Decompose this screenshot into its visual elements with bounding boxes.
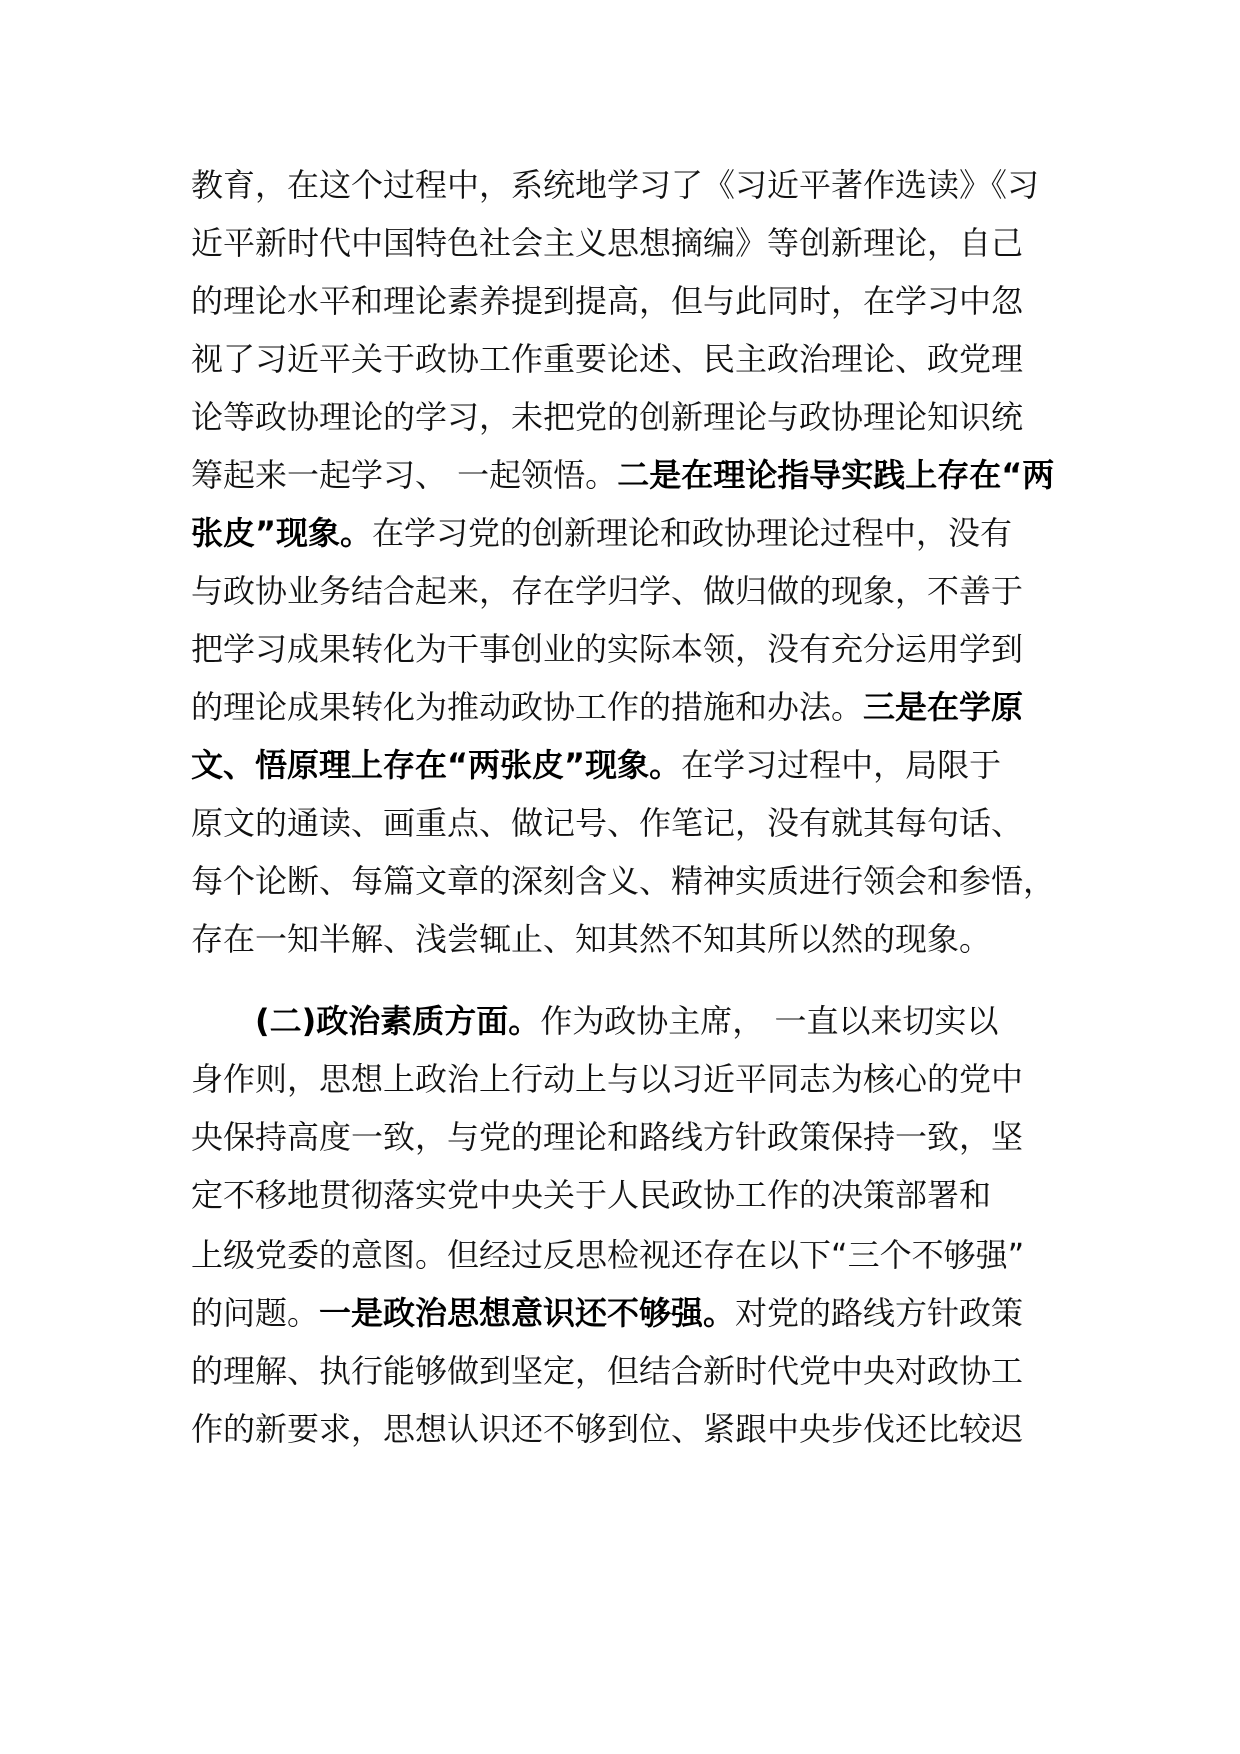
text-line — [191, 504, 1061, 562]
text-line: 近平新时代中国特色社会主义思想摘编》等创新理论，自己 — [191, 224, 1024, 262]
text-line: 存在一知半解、浅尝辄止、知其然不知其所以然的现象。 — [191, 920, 992, 958]
text-run: 在学习过程中，局限于 — [681, 746, 1002, 784]
bold-heading-two: 二是在理论指导实践上存在“两 — [617, 456, 1055, 494]
text-line — [191, 736, 1061, 794]
text-line: 的理论水平和理论素养提到提高，但与此同时，在学习中忽 — [191, 282, 1024, 320]
text-run: 的理论成果转化为推动政协工作的措施和办法。 — [191, 688, 864, 726]
text-line — [191, 678, 1061, 736]
text-line: 与政协业务结合起来，存在学归学、做归做的现象，不善于 — [191, 572, 1024, 610]
bold-heading-three: 三是在学原 — [863, 688, 1024, 726]
paragraph-political-quality — [191, 992, 1061, 1458]
text-line: 每个论断、每篇文章的深刻含义、精神实质进行领会和参悟， — [191, 862, 1056, 900]
bold-heading-three-cont: 文、悟原理上存在“两张皮”现象。 — [191, 746, 682, 784]
text-line: 原文的通读、画重点、做记号、作笔记，没有就其每句话、 — [191, 804, 1024, 842]
section-heading: (二)政治素质方面。 — [255, 1002, 541, 1040]
text-run: 筹起来一起学习、 一起领悟。 — [191, 456, 618, 494]
text-line — [191, 992, 1061, 1050]
bold-heading-two-cont: 张皮”现象。 — [191, 514, 373, 552]
text-line: 定不移地贯彻落实党中央关于人民政协工作的决策部署和 — [191, 1176, 992, 1214]
text-line: 把学习成果转化为干事创业的实际本领，没有充分运用学到 — [191, 630, 1024, 668]
text-line — [191, 446, 1061, 504]
text-line: 的理解、执行能够做到坚定，但结合新时代党中央对政协工 — [191, 1352, 1024, 1390]
text-line: 论等政协理论的学习，未把党的创新理论与政协理论知识统 — [191, 398, 1024, 436]
text-line — [191, 1284, 1061, 1342]
text-line: 央保持高度一致，与党的理论和路线方针政策保持一致，坚 — [191, 1118, 1024, 1156]
text-line: 上级党委的意图。但经过反思检视还存在以下“三个不够强” — [191, 1236, 1025, 1274]
text-line: 教育，在这个过程中，系统地学习了《习近平著作选读》《习 — [191, 166, 1040, 204]
paragraph-theory-study — [191, 156, 1061, 968]
text-line: 作的新要求，思想认识还不够到位、紧跟中央步伐还比较迟 — [191, 1410, 1024, 1448]
text-run: 的问题。 — [191, 1294, 320, 1332]
text-run: 对党的路线方针政策 — [735, 1294, 1024, 1332]
bold-heading-one: 一是政治思想意识还不够强。 — [319, 1294, 736, 1332]
text-line: 身作则，思想上政治上行动上与以习近平同志为核心的党中 — [191, 1060, 1024, 1098]
text-line: 视了习近平关于政协工作重要论述、民主政治理论、政党理 — [191, 340, 1024, 378]
text-run: 作为政协主席， 一直以来切实以 — [540, 1002, 999, 1040]
text-run: 在学习党的创新理论和政协理论过程中，没有 — [372, 514, 1013, 552]
